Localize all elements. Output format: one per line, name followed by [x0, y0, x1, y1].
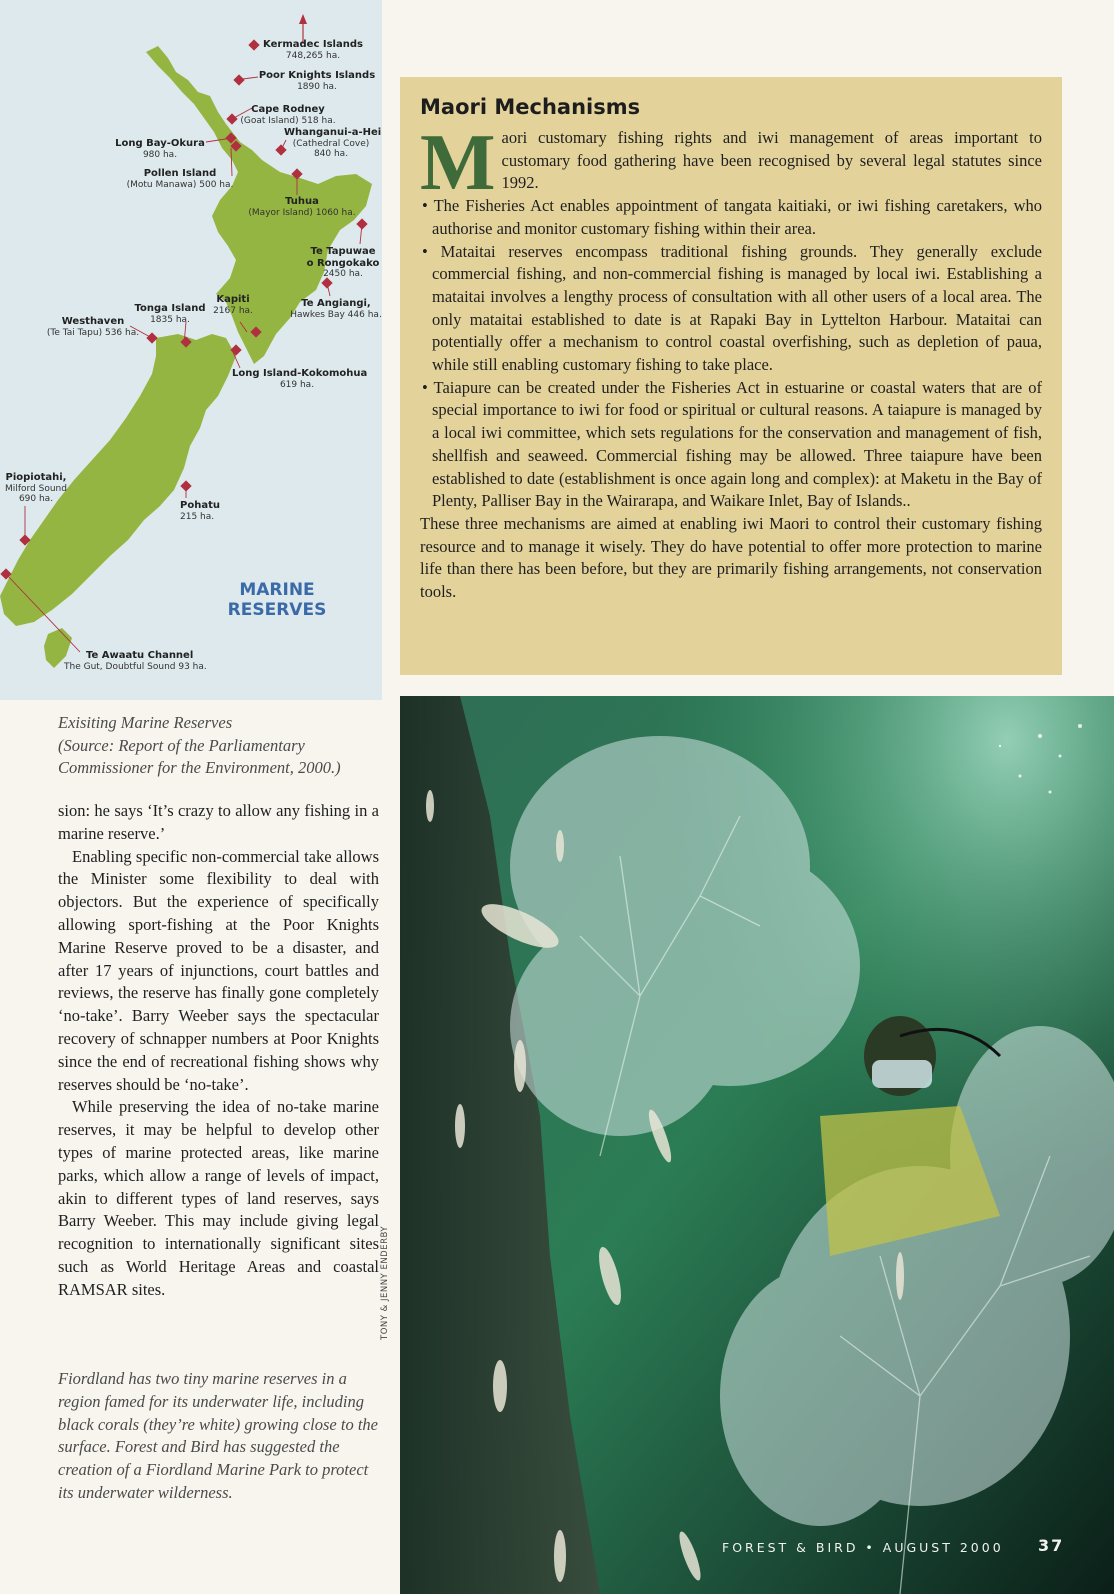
underwater-photo [400, 696, 1114, 1594]
label-tonga: Tonga Island 1835 ha. [134, 303, 206, 325]
sidebar-intro: aori customary fishing rights and iwi management of areas important to customary food gathering have been recognised by several legal statutes since 1992. [501, 128, 1042, 193]
label-pollen: Pollen Island (Motu Manawa) 500 ha. [126, 168, 234, 190]
sidebar-title: Maori Mechanisms [420, 95, 641, 119]
marker-westhaven-icon [146, 332, 157, 343]
label-whanganui: Whanganui-a-Hei (Cathedral Cove) 840 ha. [284, 127, 382, 159]
label-piopiotahi: Piopiotahi, Milford Sound 690 ha. [5, 472, 67, 504]
map-caption: Exisiting Marine Reserves (Source: Report of the Parliamentary Commissioner for the Environment, 2000.) [58, 713, 341, 777]
label-kermadec: Kermadec Islands 748,265 ha. [263, 39, 363, 61]
label-poor-knights: Poor Knights Islands 1890 ha. [258, 70, 376, 92]
map-title: MARINE RESERVES [227, 580, 327, 621]
drop-cap: M [420, 119, 496, 207]
photo-credit: TONY & JENNY ENDERBY [380, 1225, 390, 1340]
marker-cape-rodney-icon [226, 113, 237, 124]
marker-tapuwae-icon [356, 218, 367, 229]
article-paragraph: sion: he says ‘It’s crazy to allow any fishing in a marine reserve.’ [58, 801, 379, 843]
label-te-awaatu: Te Awaatu Channel The Gut, Doubtful Sound 93 ha. [64, 650, 207, 672]
north-arrow-icon [299, 14, 307, 24]
page-number: 37 [1038, 1536, 1065, 1555]
label-long-island: Long Island-Kokomohua 619 ha. [232, 368, 368, 390]
footer-publication: FOREST & BIRD • AUGUST 2000 [722, 1540, 1004, 1555]
maori-mechanisms-sidebar [400, 77, 1062, 675]
diver-black-coral-illustration [400, 696, 1114, 1594]
sidebar-bullet: • The Fisheries Act enables appointment of tangata kaitiaki, or iwi fishing caretakers, who authorise and monitor customary fishing within their area. [422, 196, 1042, 238]
marine-reserves-map [0, 0, 382, 700]
label-tuhua: Tuhua (Mayor Island) 1060 ha. [248, 196, 356, 218]
article-paragraph: While preserving the idea of no-take marine reserves, it may be helpful to develop other types of marine protected areas, like marine parks, which allow a range of levels of impact, akin to different types of land reserves, says Barry Weeber. This may include giving legal recognition to internationally significant sites such as World Heritage Areas and coastal RAMSAR sites. [58, 1097, 379, 1299]
marker-poor-knights-icon [233, 74, 244, 85]
article-body [58, 800, 379, 1302]
label-long-bay: Long Bay-Okura 980 ha. [115, 138, 205, 160]
sidebar-bullet: • Taiapure can be created under the Fisheries Act in estuarine or coastal waters that are of special importance to iwi for food or spiritual or cultural reasons. A taiapure is managed by a local iwi committee, which sets regulations for the conservation and management of fish, shellfish and seaweed. Commercial fishing may be allowed. Three taiapure have been established to date (establishment is once again long and complex): at Maketu in the Bay of Plenty, Palliser Bay in the Wairarapa, and Waikare Inlet, Bay of Islands.. [422, 377, 1042, 511]
sidebar-body [420, 119, 1042, 604]
sidebar-conclusion: These three mechanisms are aimed at enabling iwi Maori to control their customary fishing resource and to manage it wisely. They do have potential to offer more protection to marine life than there has been before, but they are primarily fishing arrangements, not conservation tools. [420, 513, 1042, 602]
label-westhaven: Westhaven (Te Tai Tapu) 536 ha. [46, 316, 140, 338]
sidebar-bullet: • Mataitai reserves encompass traditional fishing grounds. They generally exclude commercial fishing, and non-commercial fishing is managed by local iwi. Establishing a mataitai involves a lengthy process of consultation with all other users of a local area. The only mataitai established to date is at Rapaki Bay in Lyttelton Harbour. Mataitai can potentially offer a mechanism to control coastal overfishing, such as depletion of paua, while still enabling customary fishing to take place. [422, 241, 1042, 375]
photo-caption: Fiordland has two tiny marine reserves in a region famed for its underwater life, including black corals (they’re white) growing close to the surface. Forest and Bird has suggested the creation of a Fiordland Marine Park to protect its underwater wilderness. [58, 1369, 378, 1502]
label-pohatu: Pohatu 215 ha. [180, 500, 220, 522]
label-cape-rodney: Cape Rodney (Goat Island) 518 ha. [240, 104, 336, 126]
marker-pohatu-icon [180, 480, 191, 491]
label-kapiti: Kapiti 2167 ha. [213, 294, 253, 316]
label-angiangi: Te Angiangi, Hawkes Bay 446 ha. [290, 298, 382, 320]
article-paragraph: Enabling specific non-commercial take allows the Minister some flexibility to deal with objectors. But the experience of specifically allowing sport-fishing at the Poor Knights Marine Reserve proved to be a disaster, and after 17 years of injunctions, court battles and reviews, the reserve has finally gone completely ‘no-take’. Barry Weeber says the spectacular recovery of schnapper numbers at Poor Knights since the end of recreational fishing shows why reserves should be ‘no-take’. [58, 846, 379, 1094]
label-tapuwae: Te Tapuwae o Rongokako 2450 ha. [306, 246, 380, 279]
